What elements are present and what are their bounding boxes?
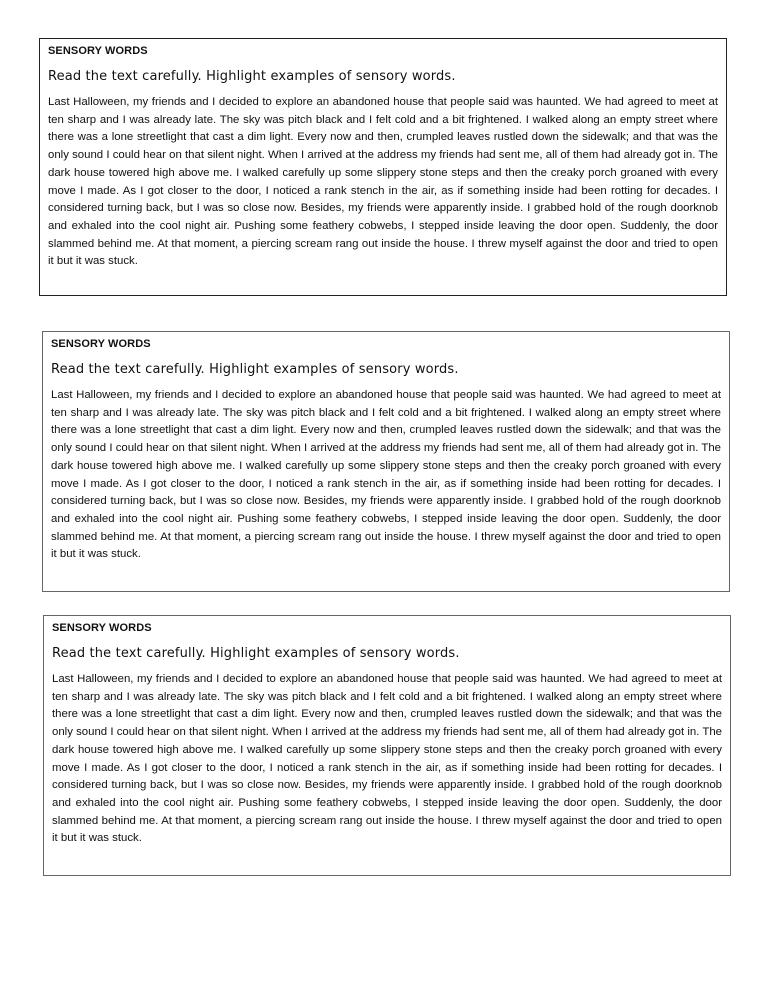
instruction-text: Read the text carefully. Highlight examples of sensory words. <box>51 362 459 377</box>
reading-passage: Last Halloween, my friends and I decided to explore an abandoned house that people said was haunted. We had agreed to meet at ten sharp and I was already late. The sky was pitch black and I felt cold and a bit frightened. I walked along an empty street where there was a lone streetlight that cast a dim light. Every now and then, crumpled leaves rustled down the sidewalk; and that was the only sound I could hear on that silent night. When I arrived at the address my friends had sent me, all of them had already got in. The dark house towered high above me. I walked carefully up some slippery stone steps and then the creaky porch groaned with every move I made. As I got closer to the door, I noticed a rank stench in the air, as if something inside had been rotting for decades. I considered turning back, but I was so close now. Besides, my friends were apparently inside. I grabbed hold of the rough doorknob and exhaled into the cool night air. Pushing some feathery cobwebs, I stepped inside leaving the door open. Suddenly, the door slammed behind me. At that moment, a piercing scream rang out inside the house. I threw myself against the door and tried to open it but it was stuck. <box>51 389 721 561</box>
worksheet-card <box>43 615 731 876</box>
worksheet-card <box>39 38 727 296</box>
card-title: SENSORY WORDS <box>52 622 152 634</box>
reading-passage: Last Halloween, my friends and I decided to explore an abandoned house that people said was haunted. We had agreed to meet at ten sharp and I was already late. The sky was pitch black and I felt cold and a bit frightened. I walked along an empty street where there was a lone streetlight that cast a dim light. Every now and then, crumpled leaves rustled down the sidewalk; and that was the only sound I could hear on that silent night. When I arrived at the address my friends had sent me, all of them had already got in. The dark house towered high above me. I walked carefully up some slippery stone steps and then the creaky porch groaned with every move I made. As I got closer to the door, I noticed a rank stench in the air, as if something inside had been rotting for decades. I considered turning back, but I was so close now. Besides, my friends were apparently inside. I grabbed hold of the rough doorknob and exhaled into the cool night air. Pushing some feathery cobwebs, I stepped inside leaving the door open. Suddenly, the door slammed behind me. At that moment, a piercing scream rang out inside the house. I threw myself against the door and tried to open it but it was stuck. <box>52 673 722 845</box>
card-title: SENSORY WORDS <box>48 45 148 57</box>
worksheet-card <box>42 331 730 592</box>
instruction-text: Read the text carefully. Highlight examples of sensory words. <box>48 69 456 84</box>
instruction-text: Read the text carefully. Highlight examples of sensory words. <box>52 646 460 661</box>
reading-passage: Last Halloween, my friends and I decided to explore an abandoned house that people said was haunted. We had agreed to meet at ten sharp and I was already late. The sky was pitch black and I felt cold and a bit frightened. I walked along an empty street where there was a lone streetlight that cast a dim light. Every now and then, crumpled leaves rustled down the sidewalk; and that was the only sound I could hear on that silent night. When I arrived at the address my friends had sent me, all of them had already got in. The dark house towered high above me. I walked carefully up some slippery stone steps and then the creaky porch groaned with every move I made. As I got closer to the door, I noticed a rank stench in the air, as if something inside had been rotting for decades. I considered turning back, but I was so close now. Besides, my friends were apparently inside. I grabbed hold of the rough doorknob and exhaled into the cool night air. Pushing some feathery cobwebs, I stepped inside leaving the door open. Suddenly, the door slammed behind me. At that moment, a piercing scream rang out inside the house. I threw myself against the door and tried to open it but it was stuck. <box>48 96 718 268</box>
card-title: SENSORY WORDS <box>51 338 151 350</box>
